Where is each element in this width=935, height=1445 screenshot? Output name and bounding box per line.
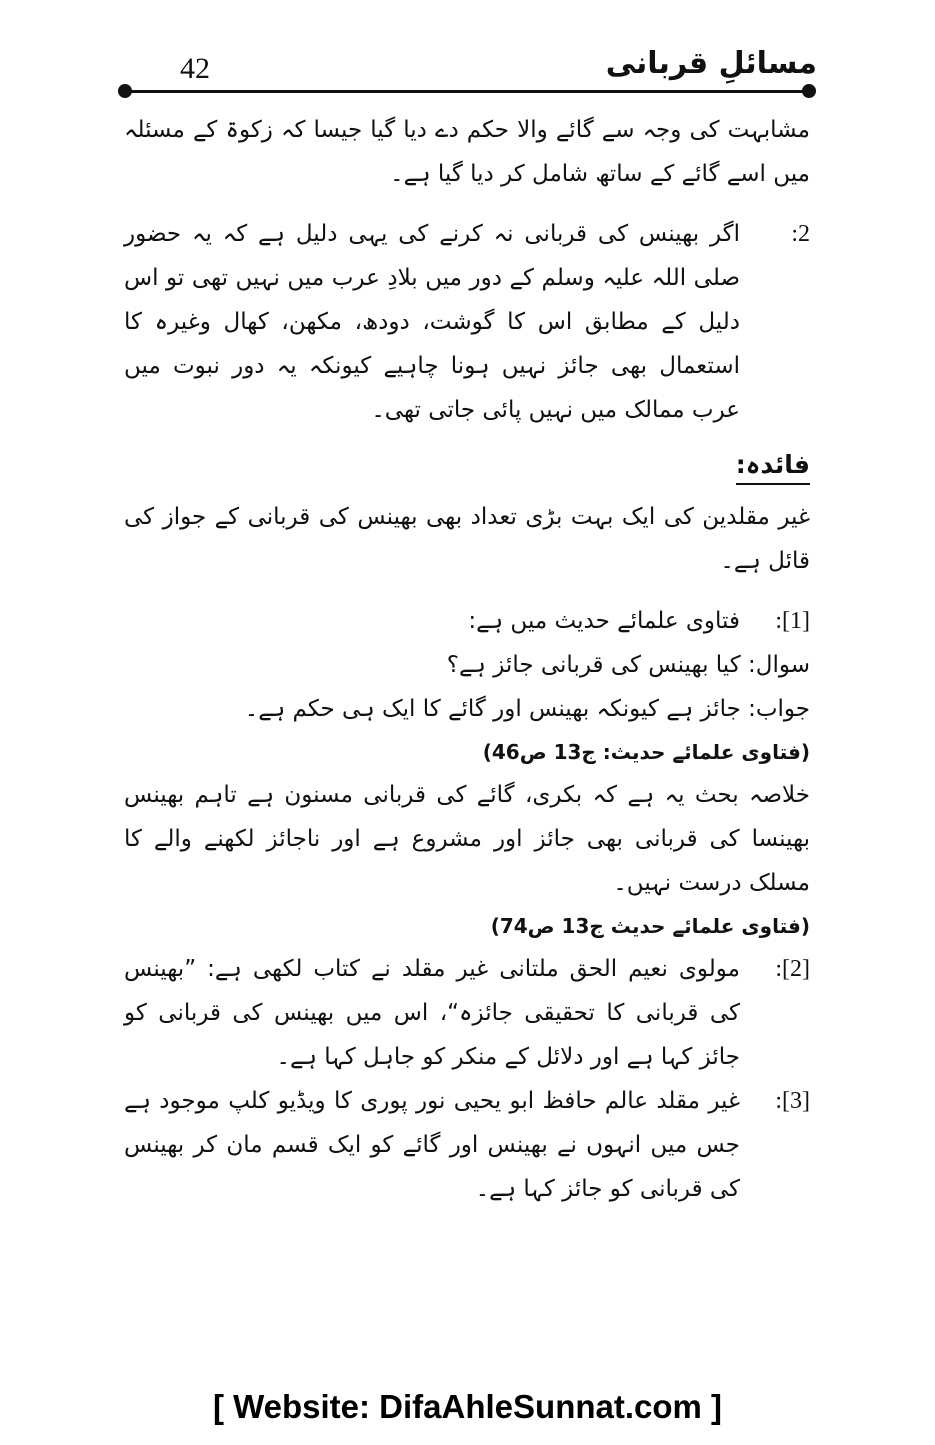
answer-line: جواب: جائز ہے کیونکہ بھینس اور گائے کا ایک ہی حکم ہے۔ [244,696,810,722]
summary-paragraph: خلاصہ بحث یہ ہے کہ بکری، گائے کی قربانی مسنون ہے تاہم بھینس بھینسا کی قربانی بھی جائز اور مشروع ہے اور ناجائز لکھنے والے کا مسلک درست نہیں۔ [124,782,810,896]
paragraph-continuation: مشابہت کی وجہ سے گائے والا حکم دے دیا گیا جیسا کہ زکوۃ کے مسئلہ میں اسے گائے کے ساتھ شامل کر دیا گیا ہے۔ [124,117,810,187]
website-footer: [ Website: DifaAhleSunnat.com ] [212,1388,723,1425]
point-number: 2: [791,221,810,247]
reference-number: [3]: [775,1088,810,1114]
citation: (فتاوی علمائے حدیث ج13 ص74) [490,914,810,938]
reference-text: غیر مقلد عالم حافظ ابو یحیی نور پوری کا ویڈیو کلپ موجود ہے جس میں انہوں نے بھینس اور گائے کو ایک قسم مان کر بھینس کی قربانی کو جائز کہا ہے۔ [124,1088,740,1202]
citation: (فتاوی علمائے حدیث: ج13 ص46) [482,740,810,764]
numbered-point-2 [124,212,810,432]
reference-number: [1]: [775,608,810,634]
reference-text: فتاوی علمائے حدیث میں ہے: [468,608,740,634]
reference-2 [124,947,810,1079]
rule-end-dot-right [802,84,816,98]
reference-number: [2]: [775,956,810,982]
faida-paragraph: غیر مقلدین کی ایک بہت بڑی تعداد بھی بھینس کی قربانی کے جواز کی قائل ہے۔ [124,504,810,574]
page-body [124,108,810,1211]
reference-text: مولوی نعیم الحق ملتانی غیر مقلد نے کتاب لکھی ہے: ”بھینس کی قربانی کا تحقیقی جائزہ“، اس میں بھینس کی قربانی کو جائز کہا ہے اور دلائل کے منکر کو جاہل کہا ہے۔ [124,956,740,1070]
page-number: 42 [180,52,210,85]
reference-1 [124,599,810,643]
faida-heading: فائدہ: [736,450,810,485]
reference-3 [124,1079,810,1211]
running-header-title: مسائلِ قربانی [605,46,817,81]
header-rule [124,90,808,93]
point-text: اگر بھینس کی قربانی نہ کرنے کی یہی دلیل ہے کہ یہ حضور صلی اللہ علیہ وسلم کے دور میں بلادِ عرب میں نہیں تھی تو اس دلیل کے مطابق اس کا گوشت، دودھ، مکھن، کھال وغیرہ کا استعمال بھی جائز نہیں ہونا چاہیے کیونکہ یہ دور نبوت میں عرب ممالک میں نہیں پائی جاتی تھی۔ [124,221,740,423]
question-line: سوال: کیا بھینس کی قربانی جائز ہے؟ [446,652,810,678]
